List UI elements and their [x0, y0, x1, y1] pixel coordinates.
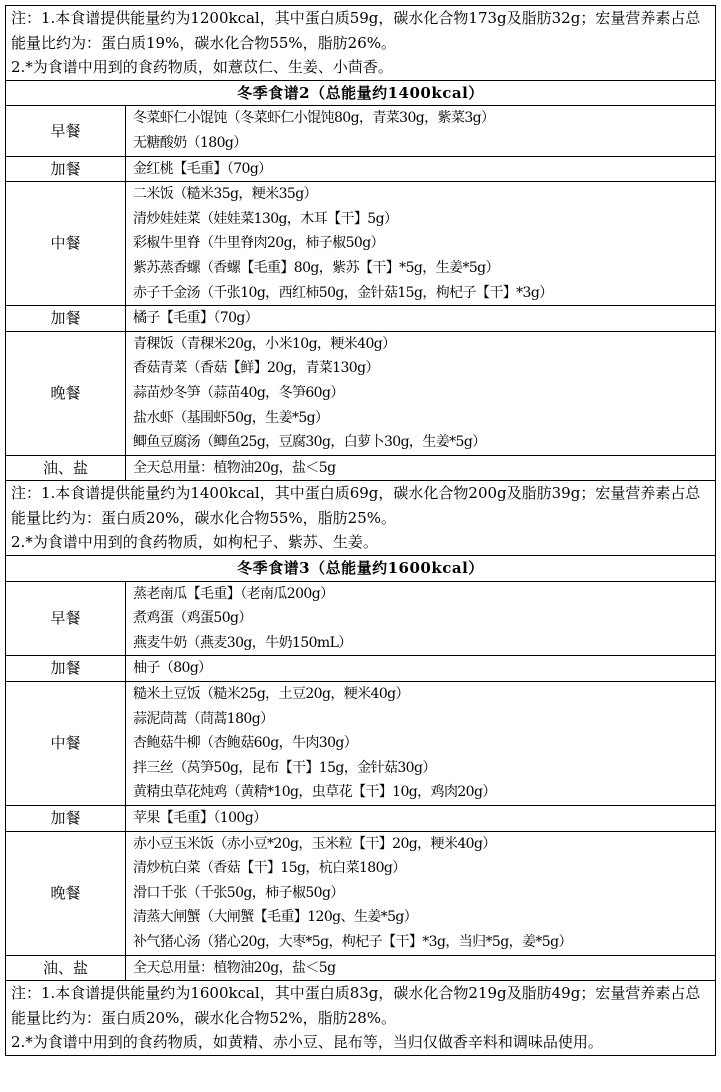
meal-row: [6, 682, 716, 806]
meal-foods: [126, 581, 716, 656]
food-item: 燕麦牛奶（燕麦30g，牛奶150mL）: [133, 634, 352, 651]
food-item: 杏鲍菇牛柳（杏鲍菇60g，牛肉30g）: [133, 735, 358, 752]
meal-foods: [126, 955, 716, 981]
food-item: 冬菜虾仁小馄饨（冬菜虾仁小馄饨80g，青菜30g，紫菜3g）: [133, 110, 495, 127]
food-item: 全天总用量：植物油20g，盐＜5g: [133, 959, 336, 976]
meal-name: 油、盐: [6, 955, 126, 981]
meal-foods: [126, 656, 716, 682]
menu-table-body: [6, 6, 716, 1056]
meal-row: [6, 831, 716, 955]
menu-title-row: [6, 556, 716, 582]
note-row: [6, 6, 716, 81]
food-item: 无糖酸奶（180g）: [133, 134, 247, 151]
menu-note: [6, 981, 716, 1056]
meal-foods: [126, 831, 716, 955]
food-item: 二米饭（糙米35g，粳米35g）: [133, 186, 317, 203]
meal-foods: [126, 331, 716, 455]
meal-name: 油、盐: [6, 455, 126, 481]
meal-row: [6, 581, 716, 656]
meal-row: [6, 331, 716, 455]
note-line: 2.*为食谱中用到的食药物质，如薏苡仁、生姜、小茴香。: [11, 58, 393, 77]
meal-name: 中餐: [6, 182, 126, 306]
food-item: 全天总用量：植物油20g，盐＜5g: [133, 459, 336, 476]
meal-row: [6, 455, 716, 481]
meal-foods: [126, 306, 716, 332]
meal-name: 晚餐: [6, 331, 126, 455]
meal-foods: [126, 806, 716, 832]
meal-name: 晚餐: [6, 831, 126, 955]
food-item: 香菇青菜（香菇【鲜】20g，青菜130g）: [133, 360, 379, 377]
meal-foods: [126, 455, 716, 481]
meal-row: [6, 656, 716, 682]
note-line: 2.*为食谱中用到的食药物质，如黄精、赤小豆、昆布等，当归仅做香辛料和调味品使用。: [11, 1033, 603, 1052]
food-item: 赤小豆玉米饭（赤小豆*20g，玉米粒【干】20g，粳米40g）: [133, 835, 496, 852]
food-item: 拌三丝（莴笋50g，昆布【干】15g，金针菇30g）: [133, 759, 436, 776]
note-line: 注：1.本食谱提供能量约为1200kcal，其中蛋白质59g，碳水化合物173g及脂肪32g；宏量营养素占总能量比约为：蛋白质19%，碳水化合物55%，脂肪26%。: [11, 9, 701, 52]
meal-row: [6, 156, 716, 182]
food-item: 糙米土豆饭（糙米25g，土豆20g，粳米40g）: [133, 686, 409, 703]
food-item: 清蒸大闸蟹（大闸蟹【毛重】120g、生姜*5g）: [133, 909, 418, 926]
meal-name: 加餐: [6, 806, 126, 832]
note-line: 注：1.本食谱提供能量约为1400kcal，其中蛋白质69g，碳水化合物200g及脂肪39g；宏量营养素占总能量比约为：蛋白质20%，碳水化合物55%，脂肪25%。: [11, 484, 701, 527]
meal-name: 早餐: [6, 581, 126, 656]
food-item: 蒸老南瓜【毛重】（老南瓜200g）: [133, 585, 334, 602]
menu-title: 冬季食谱2（总能量约1400kcal）: [6, 80, 716, 106]
food-item: 彩椒牛里脊（牛里脊肉20g，柿子椒50g）: [133, 235, 384, 252]
food-item: 黄精虫草花炖鸡（黄精*10g，虫草花【干】10g，鸡肉20g）: [133, 784, 496, 801]
food-item: 青稞饭（青稞米20g，小米10g，粳米40g）: [133, 335, 396, 352]
meal-foods: [126, 106, 716, 156]
note-line: 注：1.本食谱提供能量约为1600kcal，其中蛋白质83g，碳水化合物219g及脂肪49g；宏量营养素占总能量比约为：蛋白质20%，碳水化合物52%，脂肪28%。: [11, 984, 701, 1027]
meal-foods: [126, 182, 716, 306]
food-item: 金红桃【毛重】（70g）: [133, 160, 272, 177]
meal-row: [6, 955, 716, 981]
food-item: 鲫鱼豆腐汤（鲫鱼25g，豆腐30g，白萝卜30g，生姜*5g）: [133, 434, 486, 451]
food-item: 滑口千张（千张50g，柿子椒50g）: [133, 884, 344, 901]
menu-document: [5, 5, 716, 1056]
meal-row: [6, 182, 716, 306]
menu-title-row: [6, 80, 716, 106]
note-row: [6, 481, 716, 556]
food-item: 柚子（80g）: [133, 660, 212, 677]
food-item: 苹果【毛重】（100g）: [133, 810, 267, 826]
meal-name: 加餐: [6, 656, 126, 682]
food-item: 补气猪心汤（猪心20g，大枣*5g，枸杞子【干】*3g，当归*5g，姜*5g）: [133, 933, 572, 950]
meal-row: [6, 106, 716, 156]
menu-title: 冬季食谱3（总能量约1600kcal）: [6, 556, 716, 582]
meal-name: 加餐: [6, 156, 126, 182]
food-item: 赤子千金汤（千张10g，西红柿50g，金针菇15g，枸杞子【干】*3g）: [133, 284, 553, 301]
food-item: 蒜苗炒冬笋（蒜苗40g，冬笋60g）: [133, 384, 344, 401]
meal-foods: [126, 156, 716, 182]
menu-table: [5, 5, 716, 1056]
food-item: 橘子【毛重】（70g）: [133, 310, 259, 327]
food-item: 蒜泥茼蒿（茼蒿180g）: [133, 710, 274, 727]
meal-name: 早餐: [6, 106, 126, 156]
menu-note: [6, 481, 716, 556]
meal-foods: [126, 682, 716, 806]
note-row: [6, 981, 716, 1056]
menu-note: [6, 6, 716, 81]
meal-name: 中餐: [6, 682, 126, 806]
note-line: 2.*为食谱中用到的食药物质，如枸杞子、紫苏、生姜。: [11, 533, 378, 552]
food-item: 清炒娃娃菜（娃娃菜130g，木耳【干】5g）: [133, 210, 398, 227]
food-item: 煮鸡蛋（鸡蛋50g）: [133, 610, 252, 627]
meal-name: 加餐: [6, 306, 126, 332]
meal-row: [6, 306, 716, 332]
food-item: 清炒杭白菜（香菇【干】15g，杭白菜180g）: [133, 860, 406, 877]
food-item: 紫苏蒸香螺（香螺【毛重】80g，紫苏【干】*5g，生姜*5g）: [133, 259, 499, 276]
food-item: 盐水虾（基围虾50g，生姜*5g）: [133, 409, 329, 426]
meal-row: [6, 806, 716, 832]
